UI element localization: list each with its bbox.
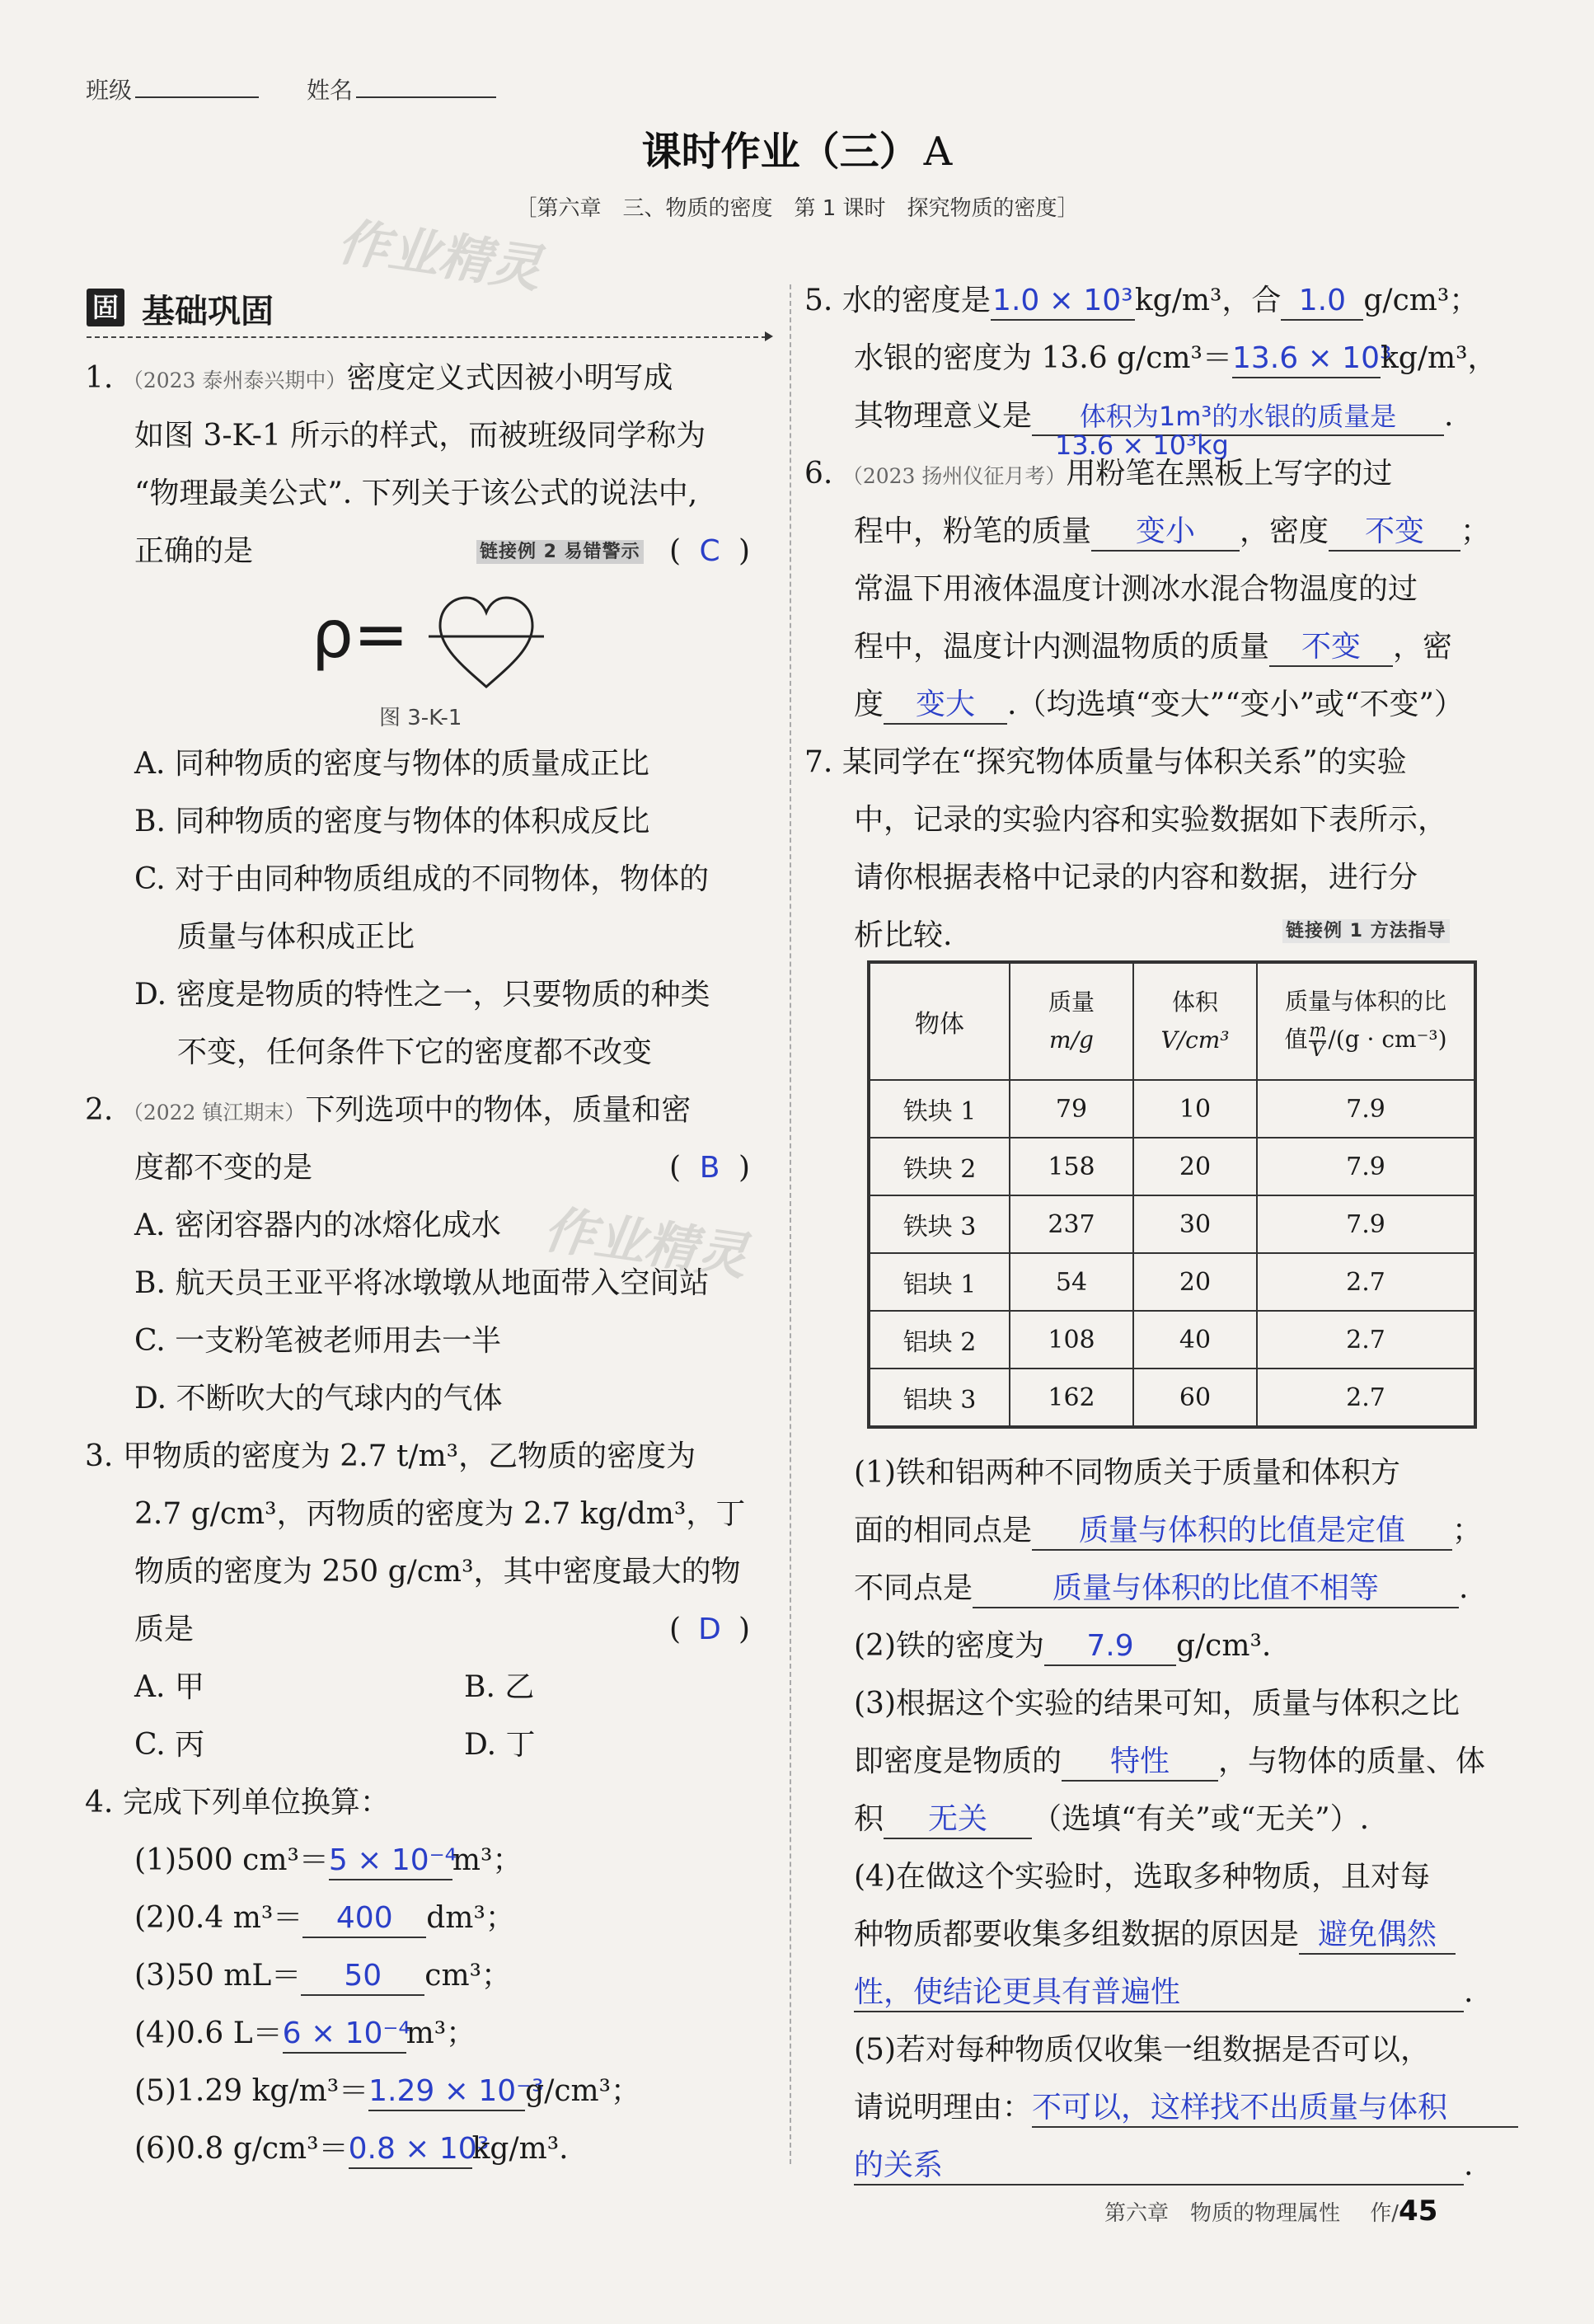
q6-line-3: 常温下用液体温度计测冰水混合物温度的过	[854, 572, 1418, 606]
q6-number: 6.	[804, 457, 833, 491]
cell-ratio: 2.7	[1257, 1253, 1475, 1311]
q4-item-5-answer: 1.29 × 10⁻³	[368, 2073, 525, 2111]
q4-item-6-post: kg/m³.	[471, 2132, 569, 2166]
q1-option-b: B. 同种物质的密度与物体的体积成反比	[134, 805, 650, 838]
table-row	[869, 1138, 1475, 1195]
q7-p5-l2-pre: 请说明理由：	[854, 2091, 1033, 2124]
page-title	[0, 120, 1594, 176]
q4-number: 4.	[85, 1786, 114, 1819]
q1-answer-bracket: ( C )	[669, 523, 750, 580]
q6-answer-4: 变大	[884, 687, 1007, 725]
q7-line-3: 请你根据表格中记录的内容和数据，进行分	[854, 861, 1418, 894]
th-volume	[1133, 962, 1257, 1080]
cell-object: 铝块 2	[869, 1311, 1010, 1369]
q5-l2-pre: 水银的密度为 13.6 g/cm³＝	[854, 341, 1232, 375]
q1-figure-caption: 图 3-K-1	[379, 706, 462, 730]
cell-mass: 162	[1010, 1369, 1133, 1427]
q5-answer-3: 13.6 × 10³	[1232, 340, 1381, 378]
q7-p5-l3-post: .	[1464, 2148, 1474, 2182]
q7-p1-post: ；	[1452, 1514, 1483, 1547]
q7-p4-line-2	[854, 1906, 1456, 1964]
q7-p1-l3-pre: 不同点是	[854, 1571, 973, 1605]
q2-answer-bracket: ( B )	[669, 1139, 750, 1197]
q7-p3-l3-pre: 积	[854, 1802, 884, 1836]
cell-ratio: 7.9	[1257, 1080, 1475, 1138]
q5-l2-post: kg/m³，	[1380, 341, 1498, 375]
table-row	[869, 1253, 1475, 1311]
q7-line-4: 析比较.	[854, 918, 953, 952]
q7-p4-l3-post: .	[1464, 1975, 1474, 2009]
q5-line-1	[804, 272, 1479, 330]
cell-mass: 54	[1010, 1253, 1133, 1311]
name-label: 姓名	[307, 77, 354, 104]
q4-item-1	[134, 1832, 522, 1890]
cell-object: 铁块 2	[869, 1138, 1010, 1195]
page-title-suffix: A	[923, 129, 953, 175]
th-ratio-fraction	[1309, 1022, 1326, 1060]
q7-text-1: 某同学在“探究物体质量与体积关系”的实验	[842, 745, 1407, 779]
q2-answer: B	[699, 1151, 720, 1185]
footer	[1104, 2195, 1437, 2228]
q1-line-4: 正确的是	[134, 534, 254, 568]
q4-item-3	[134, 1947, 511, 2005]
q4-item-5-post: g/cm³；	[525, 2074, 641, 2108]
q6-l2-post: ；	[1460, 514, 1491, 548]
q4-line-1	[85, 1774, 390, 1832]
q5-answer-1: 1.0 × 10³	[991, 283, 1135, 321]
cell-ratio: 7.9	[1257, 1138, 1475, 1195]
name-blank	[356, 96, 496, 98]
th-ratio	[1257, 962, 1475, 1080]
q1-link-tag	[476, 538, 644, 563]
q3-line-3: 物质的密度为 250 g/cm³，其中密度最大的物	[134, 1555, 741, 1589]
q7-answer-1: 质量与体积的比值是定值	[1032, 1513, 1452, 1551]
q5-l3-post: .	[1444, 399, 1454, 433]
data-table	[867, 960, 1477, 1429]
q6-l4-post: ，密	[1393, 630, 1453, 664]
q1-option-c-cont: 质量与体积成正比	[177, 920, 415, 954]
q7-p5-line-1: (5)若对每种物质仅收集一组数据是否可以，	[854, 2033, 1430, 2067]
page-title-text: 课时作业（三）	[641, 129, 919, 175]
q4-item-2-post: dm³；	[426, 1901, 515, 1935]
q4-item-5	[134, 2063, 640, 2120]
watermark-middle: 作业精灵	[540, 1199, 752, 1287]
th-ratio-den: V	[1310, 1040, 1324, 1061]
table-row	[869, 1311, 1475, 1369]
cell-mass: 158	[1010, 1138, 1133, 1195]
q7-line-2: 中，记录的实验内容和实验数据如下表所示，	[854, 803, 1448, 837]
q5-line-2	[854, 330, 1498, 387]
th-ratio-unit	[1261, 1021, 1470, 1060]
q6-l5-post: .（均选填“变大”“变小”或“不变”）	[1007, 688, 1464, 721]
cell-mass: 237	[1010, 1195, 1133, 1253]
q6-answer-1: 变小	[1091, 514, 1240, 552]
section-icon: 固	[87, 289, 124, 326]
q4-item-2-pre: (2)0.4 m³＝	[134, 1901, 303, 1935]
table-row	[869, 1195, 1475, 1253]
q6-l2-mid: ，密度	[1240, 514, 1329, 548]
th-ratio-num: m	[1309, 1020, 1327, 1041]
q7-p4-line-1: (4)在做这个实验时，选取多种物质，且对每	[854, 1860, 1430, 1894]
q1-option-a: A. 同种物质的密度与物体的质量成正比	[134, 747, 649, 781]
q5-answer-2: 1.0	[1281, 283, 1363, 321]
q3-answer-bracket: ( D )	[669, 1601, 750, 1659]
q7-p2-post: g/cm³.	[1176, 1629, 1272, 1663]
q2-text-1: 下列选项中的物体，质量和密	[305, 1093, 692, 1127]
q3-option-b: B. 乙	[464, 1670, 535, 1704]
q6-line-1	[804, 445, 1392, 505]
q7-answer-3: 7.9	[1044, 1628, 1176, 1666]
q6-source: （2023 扬州仪征月考）	[842, 464, 1067, 488]
q7-answer-5: 无关	[884, 1801, 1032, 1839]
q4-item-4-answer: 6 × 10⁻⁴	[283, 2016, 406, 2054]
q1-option-d: D. 密度是物质的特性之一，只要物质的种类	[134, 978, 710, 1012]
q7-link-tag	[1282, 917, 1450, 942]
q6-line-2	[854, 503, 1490, 561]
q6-l1: 用粉笔在黑板上写字的过	[1066, 457, 1393, 491]
q7-answer-4: 特性	[1062, 1744, 1218, 1782]
q7-p1-pre: 面的相同点是	[854, 1514, 1033, 1547]
q6-answer-2: 不变	[1329, 514, 1460, 552]
q1-line-3: “物理最美公式”. 下列关于该公式的说法中,	[134, 477, 698, 510]
q5-l1-mid: kg/m³，合	[1134, 284, 1282, 317]
footer-chapter: 第六章 物质的物理属性	[1104, 2201, 1341, 2226]
q4-item-4-post: m³；	[406, 2016, 476, 2050]
q7-p2-line	[854, 1617, 1271, 1675]
th-ratio-units: /(g · cm⁻³)	[1328, 1026, 1447, 1054]
q5-l3-pre: 其物理意义是	[854, 399, 1033, 433]
cell-volume: 20	[1133, 1253, 1257, 1311]
q3-option-d: D. 丁	[464, 1728, 536, 1762]
q3-option-a: A. 甲	[134, 1670, 204, 1704]
q4-item-4	[134, 2005, 476, 2063]
q7-p1-line-3	[854, 1560, 1468, 1617]
q1-text-1: 密度定义式因被小明写成	[346, 361, 673, 395]
q4-item-5-pre: (5)1.29 kg/m³＝	[134, 2074, 369, 2108]
cell-mass: 79	[1010, 1080, 1133, 1138]
q2-option-a: A. 密闭容器内的冰熔化成水	[134, 1209, 501, 1242]
q7-answer-7-cont: 的关系	[854, 2148, 1464, 2185]
q7-p3-line-3	[854, 1791, 1369, 1848]
q7-answer-6-cont: 性，使结论更具有普遍性	[854, 1974, 1464, 2012]
cell-object: 铁块 1	[869, 1080, 1010, 1138]
class-blank	[135, 96, 259, 98]
q7-number: 7.	[804, 745, 833, 779]
cell-volume: 60	[1133, 1369, 1257, 1427]
q7-p2-pre: (2)铁的密度为	[854, 1629, 1044, 1663]
q1-option-d-cont: 不变，任何条件下它的密度都不改变	[177, 1035, 653, 1069]
q2-option-d: D. 不断吹大的气球内的气体	[134, 1382, 503, 1416]
q5-l1-pre: 水的密度是	[842, 284, 991, 317]
q4-item-1-post: m³；	[452, 1843, 523, 1877]
section-divider	[87, 336, 767, 338]
column-divider	[790, 284, 791, 2164]
q1-figure-formula: ρ=	[312, 596, 409, 673]
q7-p4-line-3	[854, 1964, 1473, 2021]
q3-line-4: 质是	[134, 1613, 195, 1646]
q5-number: 5.	[804, 284, 833, 317]
q6-l5-pre: 度	[854, 688, 884, 721]
q6-line-5	[854, 676, 1464, 734]
q4-item-6-pre: (6)0.8 g/cm³＝	[134, 2132, 349, 2166]
cell-volume: 10	[1133, 1080, 1257, 1138]
cell-ratio: 2.7	[1257, 1311, 1475, 1369]
q7-p3-l2-pre: 即密度是物质的	[854, 1744, 1062, 1778]
q4-item-1-answer: 5 × 10⁻⁴	[329, 1843, 452, 1880]
class-field	[86, 73, 259, 106]
watermark-top: 作业精灵	[334, 211, 546, 299]
q7-p1-l3-post: .	[1459, 1571, 1469, 1605]
q4-item-3-post: cm³；	[424, 1959, 512, 1993]
q7-p3-line-1: (3)根据这个实验的结果可知，质量与体积之比	[854, 1687, 1460, 1721]
cell-volume: 20	[1133, 1138, 1257, 1195]
q6-l4-pre: 程中，温度计内测温物质的质量	[854, 630, 1270, 664]
q1-link-tag-text: 链接例 2 易错警示	[476, 540, 644, 564]
cell-mass: 108	[1010, 1311, 1133, 1369]
q7-p5-line-2	[854, 2079, 1518, 2137]
table-row	[869, 1080, 1475, 1138]
q7-answer-7: 不可以，这样找不出质量与体积	[1032, 2090, 1518, 2128]
q4-item-6	[134, 2120, 569, 2178]
name-field	[307, 73, 496, 106]
q3-option-c: C. 丙	[134, 1728, 205, 1762]
cell-object: 铁块 3	[869, 1195, 1010, 1253]
q7-p1-line-2	[854, 1502, 1482, 1560]
table-row	[869, 1369, 1475, 1427]
cell-volume: 30	[1133, 1195, 1257, 1253]
q7-p1-line-1: (1)铁和铝两种不同物质关于质量和体积方	[854, 1456, 1400, 1490]
q3-line-1	[85, 1428, 696, 1486]
cell-object: 铝块 1	[869, 1253, 1010, 1311]
cell-ratio: 7.9	[1257, 1195, 1475, 1253]
q2-option-c: C. 一支粉笔被老师用去一半	[134, 1324, 502, 1358]
th-volume-label: 体积	[1171, 988, 1218, 1016]
th-mass-label: 质量	[1048, 988, 1095, 1016]
q7-answer-2: 质量与体积的比值不相等	[973, 1570, 1459, 1608]
q5-l1-post: g/cm³；	[1363, 284, 1479, 317]
q1-line-2: 如图 3-K-1 所示的样式，而被班级同学称为	[134, 419, 706, 453]
q4-item-3-pre: (3)50 mL＝	[134, 1959, 302, 1993]
q6-line-4	[854, 618, 1452, 676]
q5-answer-4: 体积为1m³的水银的质量是	[1032, 398, 1444, 436]
q3-line-2: 2.7 g/cm³，丙物质的密度为 2.7 kg/dm³，丁	[134, 1497, 746, 1531]
cell-object: 铝块 3	[869, 1369, 1010, 1427]
q2-source: （2022 镇江期末）	[122, 1101, 306, 1124]
heart-icon	[429, 589, 544, 697]
q1-source: （2023 泰州泰兴期中）	[122, 369, 347, 392]
q4-item-6-answer: 0.8 × 10³	[349, 2131, 472, 2169]
q1-number: 1.	[85, 361, 114, 395]
q4-item-2-answer: 400	[302, 1900, 426, 1938]
q7-answer-6: 避免偶然	[1299, 1917, 1456, 1955]
q4-item-2	[134, 1890, 515, 1947]
q2-line-2: 度都不变的是	[134, 1151, 313, 1185]
q2-line-1	[85, 1082, 691, 1142]
th-volume-unit: V/cm³	[1160, 1026, 1230, 1054]
q5-answer-4-cont: 13.6 × 10³kg	[1055, 430, 1229, 461]
q7-link-tag-text: 链接例 1 方法指导	[1282, 919, 1450, 943]
q7-p4-l2-pre: 种物质都要收集多组数据的原因是	[854, 1918, 1300, 1951]
class-label: 班级	[86, 77, 133, 104]
q4-text: 完成下列单位换算：	[122, 1786, 390, 1819]
q7-p3-l3-post: （选填“有关”或“无关”）.	[1032, 1802, 1370, 1836]
section-title: 基础巩固	[142, 293, 274, 331]
q7-p3-line-2	[854, 1733, 1485, 1791]
divider-arrow-icon	[765, 331, 773, 341]
q6-l2-pre: 程中，粉笔的质量	[854, 514, 1092, 548]
th-object	[869, 962, 1010, 1080]
th-mass-unit: m/g	[1049, 1026, 1094, 1054]
footer-zuo: 作/	[1370, 2201, 1399, 2226]
q3-answer: D	[698, 1613, 721, 1646]
q1-option-c: C. 对于由同种物质组成的不同物体，物体的	[134, 862, 710, 896]
cell-volume: 40	[1133, 1311, 1257, 1369]
q2-number: 2.	[85, 1093, 114, 1127]
th-object-text: 物体	[915, 1010, 964, 1039]
q4-item-4-pre: (4)0.6 L＝	[134, 2016, 283, 2050]
th-ratio-zhi: 值	[1284, 1026, 1308, 1054]
q4-item-1-pre: (1)500 cm³＝	[134, 1843, 329, 1877]
q2-option-b: B. 航天员王亚平将冰墩墩从地面带入空间站	[134, 1266, 710, 1300]
q6-answer-3: 不变	[1269, 629, 1393, 667]
th-ratio-label: 质量与体积的比	[1284, 988, 1446, 1016]
page-subtitle: ［第六章 三、物质的密度 第 1 课时 探究物质的密度］	[515, 196, 1079, 221]
q7-p3-l2-post: ，与物体的质量、体	[1218, 1744, 1486, 1778]
q4-item-3-answer: 50	[301, 1958, 424, 1996]
th-mass	[1010, 962, 1133, 1080]
table-header-row	[869, 962, 1475, 1080]
q1-answer: C	[699, 534, 720, 568]
q7-p5-line-3	[854, 2137, 1473, 2195]
page-number: 45	[1399, 2195, 1438, 2228]
q3-text-1: 甲物质的密度为 2.7 t/m³，乙物质的密度为	[122, 1439, 696, 1473]
q3-number: 3.	[85, 1439, 114, 1473]
q1-line-1	[85, 350, 673, 410]
q7-line-1	[804, 734, 1407, 791]
cell-ratio: 2.7	[1257, 1369, 1475, 1427]
